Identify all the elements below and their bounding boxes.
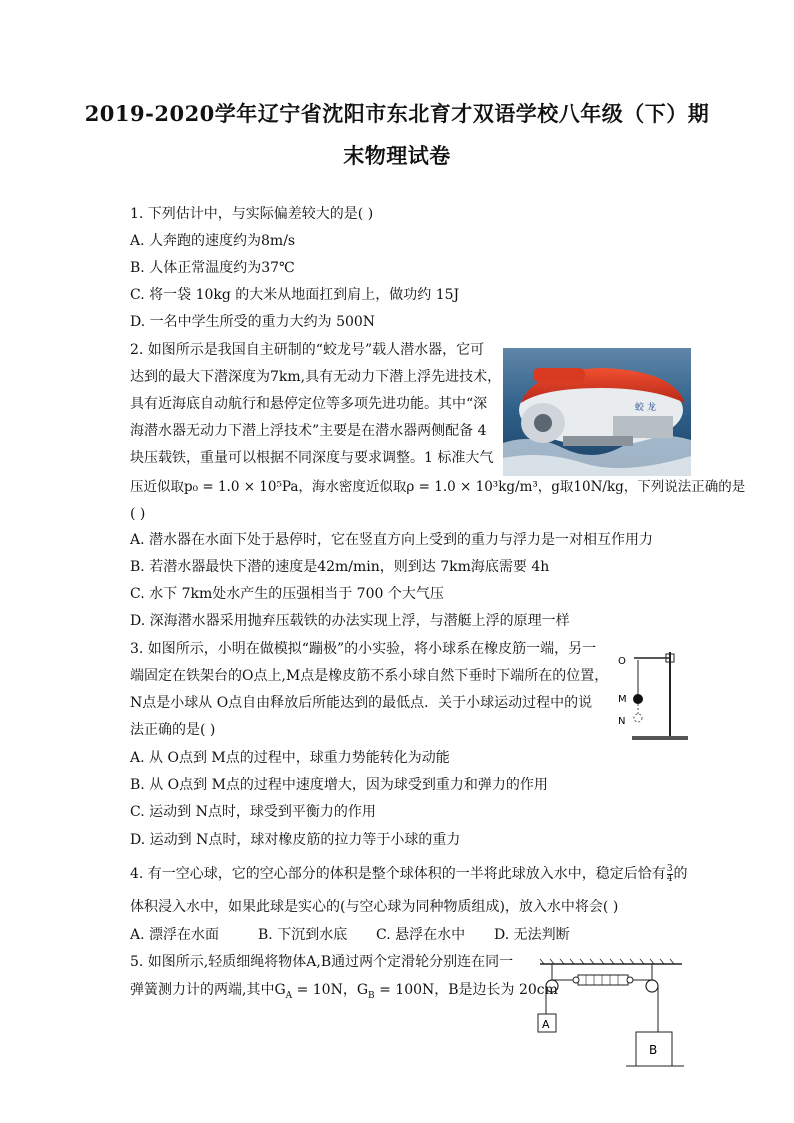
- submersible-label: 蛟 龙: [635, 403, 656, 413]
- q3-option-c: C. 运动到 N点时，球受到平衡力的作用: [130, 804, 376, 820]
- block-a-label: A: [542, 1018, 550, 1031]
- q3-line4: 法正确的是( ): [130, 722, 216, 738]
- pulley-figure: [536, 958, 686, 1070]
- point-o-label: O: [618, 656, 626, 667]
- q1-stem: 1. 下列估计中，与实际偏差较大的是( ): [130, 206, 374, 222]
- q2-line7: ( ): [130, 506, 146, 522]
- q2-option-a: A. 潜水器在水面下处于悬停时，它在竖直方向上受到的重力与浮力是一对相互作用力: [130, 532, 654, 548]
- q4-option-b: B. 下沉到水底: [258, 927, 348, 943]
- point-m-label: M: [618, 694, 627, 705]
- q2-option-c: C. 水下 7km处水产生的压强相当于 700 个大气压: [130, 586, 444, 602]
- q3-option-a: A. 从 O点到 M点的过程中，球重力势能转化为动能: [130, 750, 450, 766]
- fraction-denominator: 4: [666, 873, 673, 884]
- q3-line2: 端固定在铁架台的O点上,M点是橡皮筋不系小球自然下垂时下端所在的位置，: [130, 668, 609, 684]
- page-title-line2: 末物理试卷: [343, 143, 451, 168]
- q4-line1: [130, 864, 688, 884]
- q4-line1-tail: 的: [673, 866, 688, 882]
- page-title-line1: 2019-2020学年辽宁省沈阳市东北育才双语学校八年级（下）期: [84, 101, 710, 126]
- q4-options: [130, 925, 570, 945]
- q2-option-d: D. 深海潜水器采用抛弃压载铁的办法实现上浮，与潜艇上浮的原理一样: [130, 613, 570, 629]
- q2-option-b: B. 若潜水器最快下潜的速度是42m/min，则到达 7km海底需要 4h: [130, 559, 550, 575]
- q4-option-a: A. 漂浮在水面: [130, 927, 220, 943]
- q2-line6: 压近似取p₀ = 1.0 × 10⁵Pa，海水密度近似取ρ = 1.0 × 10³kg/m³，g取10N/kg，下列说法正确的是: [130, 479, 746, 495]
- fraction: [667, 865, 673, 884]
- q2-line3: 具有近海底自动航行和悬停定位等多项先进功能。其中“深: [130, 396, 488, 412]
- q4-option-d: D. 无法判断: [494, 927, 570, 943]
- fraction-numerator: 3: [666, 863, 673, 874]
- q1-option-a: A. 人奔跑的速度约为8m/s: [130, 233, 296, 249]
- q3-option-b: B. 从 O点到 M点的过程中速度增大，因为球受到重力和弹力的作用: [130, 777, 548, 793]
- q2-line1: 2. 如图所示是我国自主研制的“蛟龙号”载人潜水器，它可: [130, 342, 485, 358]
- block-b-label: B: [649, 1043, 658, 1057]
- submersible-photo: [503, 348, 691, 476]
- q3-line3: N点是小球从 O点自由释放后所能达到的最低点．关于小球运动过程中的说: [130, 695, 593, 711]
- q5-line1: 5. 如图所示,轻质细绳将物体A,B通过两个定滑轮分别连在同一: [130, 954, 514, 970]
- q4-line1-text: 4. 有一空心球，它的空心部分的体积是整个球体积的一半将此球放入水中，稳定后恰有: [130, 866, 666, 882]
- point-n-label: N: [618, 716, 626, 727]
- q1-option-c: C. 将一袋 10kg 的大米从地面扛到肩上，做功约 15J: [130, 287, 460, 303]
- q2-line5: 块压载铁，重量可以根据不同深度与要求调整。1 标准大气: [130, 450, 494, 466]
- q4-line2: 体积浸入水中，如果此球是实心的(与空心球为同种物质组成)，放入水中将会( ): [130, 899, 619, 915]
- iron-stand-figure: [610, 648, 695, 744]
- q4-option-c: C. 悬浮在水中: [376, 927, 466, 943]
- q2-line2: 达到的最大下潜深度为7km,具有无动力下潜上浮先进技术，: [130, 369, 502, 385]
- q2-line4: 海潜水器无动力下潜上浮技术”主要是在潜水器两侧配备 4: [130, 423, 487, 439]
- q1-option-b: B. 人体正常温度约为37℃: [130, 260, 295, 276]
- q1-option-d: D. 一名中学生所受的重力大约为 500N: [130, 314, 376, 330]
- q3-line1: 3. 如图所示，小明在做模拟“蹦极”的小实验，将小球系在橡皮筋一端，另一: [130, 641, 597, 657]
- q5-line2: 弹簧测力计的两端,其中$G_A = 10N$，$G_B = 100N$，B是边长为 20cm: [130, 982, 558, 1001]
- q3-option-d: D. 运动到 N点时，球对橡皮筋的拉力等于小球的重力: [130, 832, 461, 848]
